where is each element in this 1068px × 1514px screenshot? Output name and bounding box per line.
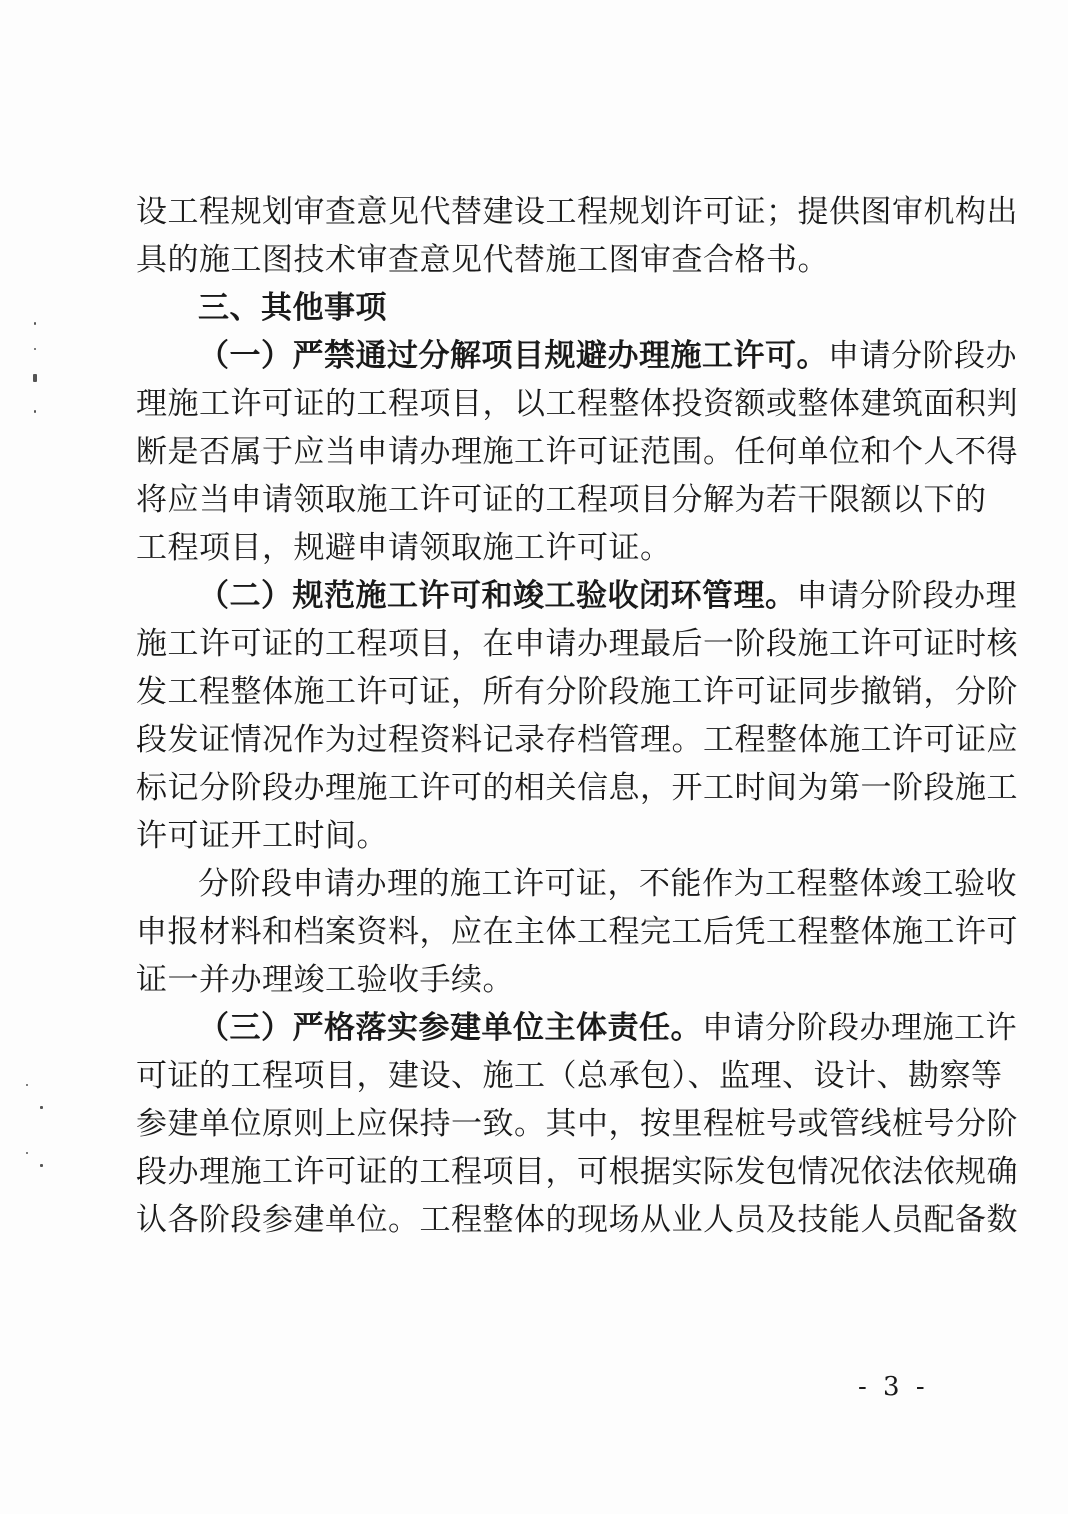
line-text: 申报材料和档案资料，应在主体工程完工后凭工程整体施工许可 bbox=[136, 914, 1018, 950]
scan-specks bbox=[20, 300, 60, 1200]
subsection-lead: （一）严禁通过分解项目规避办理施工许可。 bbox=[198, 338, 828, 374]
line-text: 参建单位原则上应保持一致。其中，按里程桩号或管线桩号分阶 bbox=[136, 1106, 1018, 1142]
line-text: 理施工许可证的工程项目，以工程整体投资额或整体建筑面积判 bbox=[136, 386, 1018, 422]
text-line bbox=[136, 476, 987, 524]
text-line bbox=[136, 572, 1017, 620]
line-text: 申请分阶段办理施工许 bbox=[702, 1010, 1017, 1046]
text-line bbox=[136, 860, 1017, 908]
line-text: 申请分阶段办 bbox=[828, 338, 1017, 374]
line-text: 分阶段申请办理的施工许可证，不能作为工程整体竣工验收 bbox=[198, 866, 1017, 902]
text-line bbox=[136, 428, 1018, 476]
line-text: 施工许可证的工程项目，在申请办理最后一阶段施工许可证时核 bbox=[136, 626, 1018, 662]
text-line bbox=[136, 1148, 1018, 1196]
text-line bbox=[136, 1052, 1003, 1100]
subsection-lead: （三）严格落实参建单位主体责任。 bbox=[198, 1010, 702, 1046]
line-text: 三、其他事项 bbox=[198, 290, 387, 326]
line-text: 段办理施工许可证的工程项目，可根据实际发包情况依法依规确 bbox=[136, 1154, 1018, 1190]
subsection-lead: （二）规范施工许可和竣工验收闭环管理。 bbox=[198, 578, 797, 614]
line-text: 将应当申请领取施工许可证的工程项目分解为若干限额以下的 bbox=[136, 482, 987, 518]
text-line bbox=[136, 620, 1018, 668]
text-line bbox=[136, 236, 926, 284]
line-text: 许可证开工时间。 bbox=[136, 818, 388, 854]
text-line bbox=[136, 716, 1018, 764]
text-line bbox=[136, 524, 926, 572]
text-line bbox=[136, 380, 1018, 428]
line-text: 认各阶段参建单位。工程整体的现场从业人员及技能人员配备数 bbox=[136, 1202, 1018, 1238]
text-line bbox=[136, 908, 1018, 956]
text-line bbox=[136, 1196, 1018, 1244]
line-text: 证一并办理竣工验收手续。 bbox=[136, 962, 514, 998]
line-text: 工程项目，规避申请领取施工许可证。 bbox=[136, 530, 672, 566]
line-text: 发工程整体施工许可证，所有分阶段施工许可证同步撤销，分阶 bbox=[136, 674, 1018, 710]
page-number: - 3 - bbox=[858, 1372, 929, 1402]
text-line bbox=[136, 1004, 1017, 1052]
line-text: 设工程规划审查意见代替建设工程规划许可证；提供图审机构出 bbox=[136, 194, 1018, 230]
text-line bbox=[136, 1100, 1018, 1148]
line-text: 申请分阶段办理 bbox=[796, 578, 1017, 614]
text-line bbox=[136, 332, 1017, 380]
line-text: 具的施工图技术审查意见代替施工图审查合格书。 bbox=[136, 242, 829, 278]
text-line bbox=[136, 956, 926, 1004]
line-text: 可证的工程项目，建设、施工（总承包）、监理、设计、勘察等 bbox=[136, 1058, 1003, 1094]
text-line bbox=[136, 812, 926, 860]
document-body bbox=[136, 188, 1018, 1244]
text-line bbox=[136, 764, 1018, 812]
section-heading bbox=[136, 284, 926, 332]
line-text: 断是否属于应当申请办理施工许可证范围。任何单位和个人不得 bbox=[136, 434, 1018, 470]
text-line bbox=[136, 668, 1018, 716]
line-text: 标记分阶段办理施工许可的相关信息，开工时间为第一阶段施工 bbox=[136, 770, 1018, 806]
line-text: 段发证情况作为过程资料记录存档管理。工程整体施工许可证应 bbox=[136, 722, 1018, 758]
text-line bbox=[136, 188, 1018, 236]
